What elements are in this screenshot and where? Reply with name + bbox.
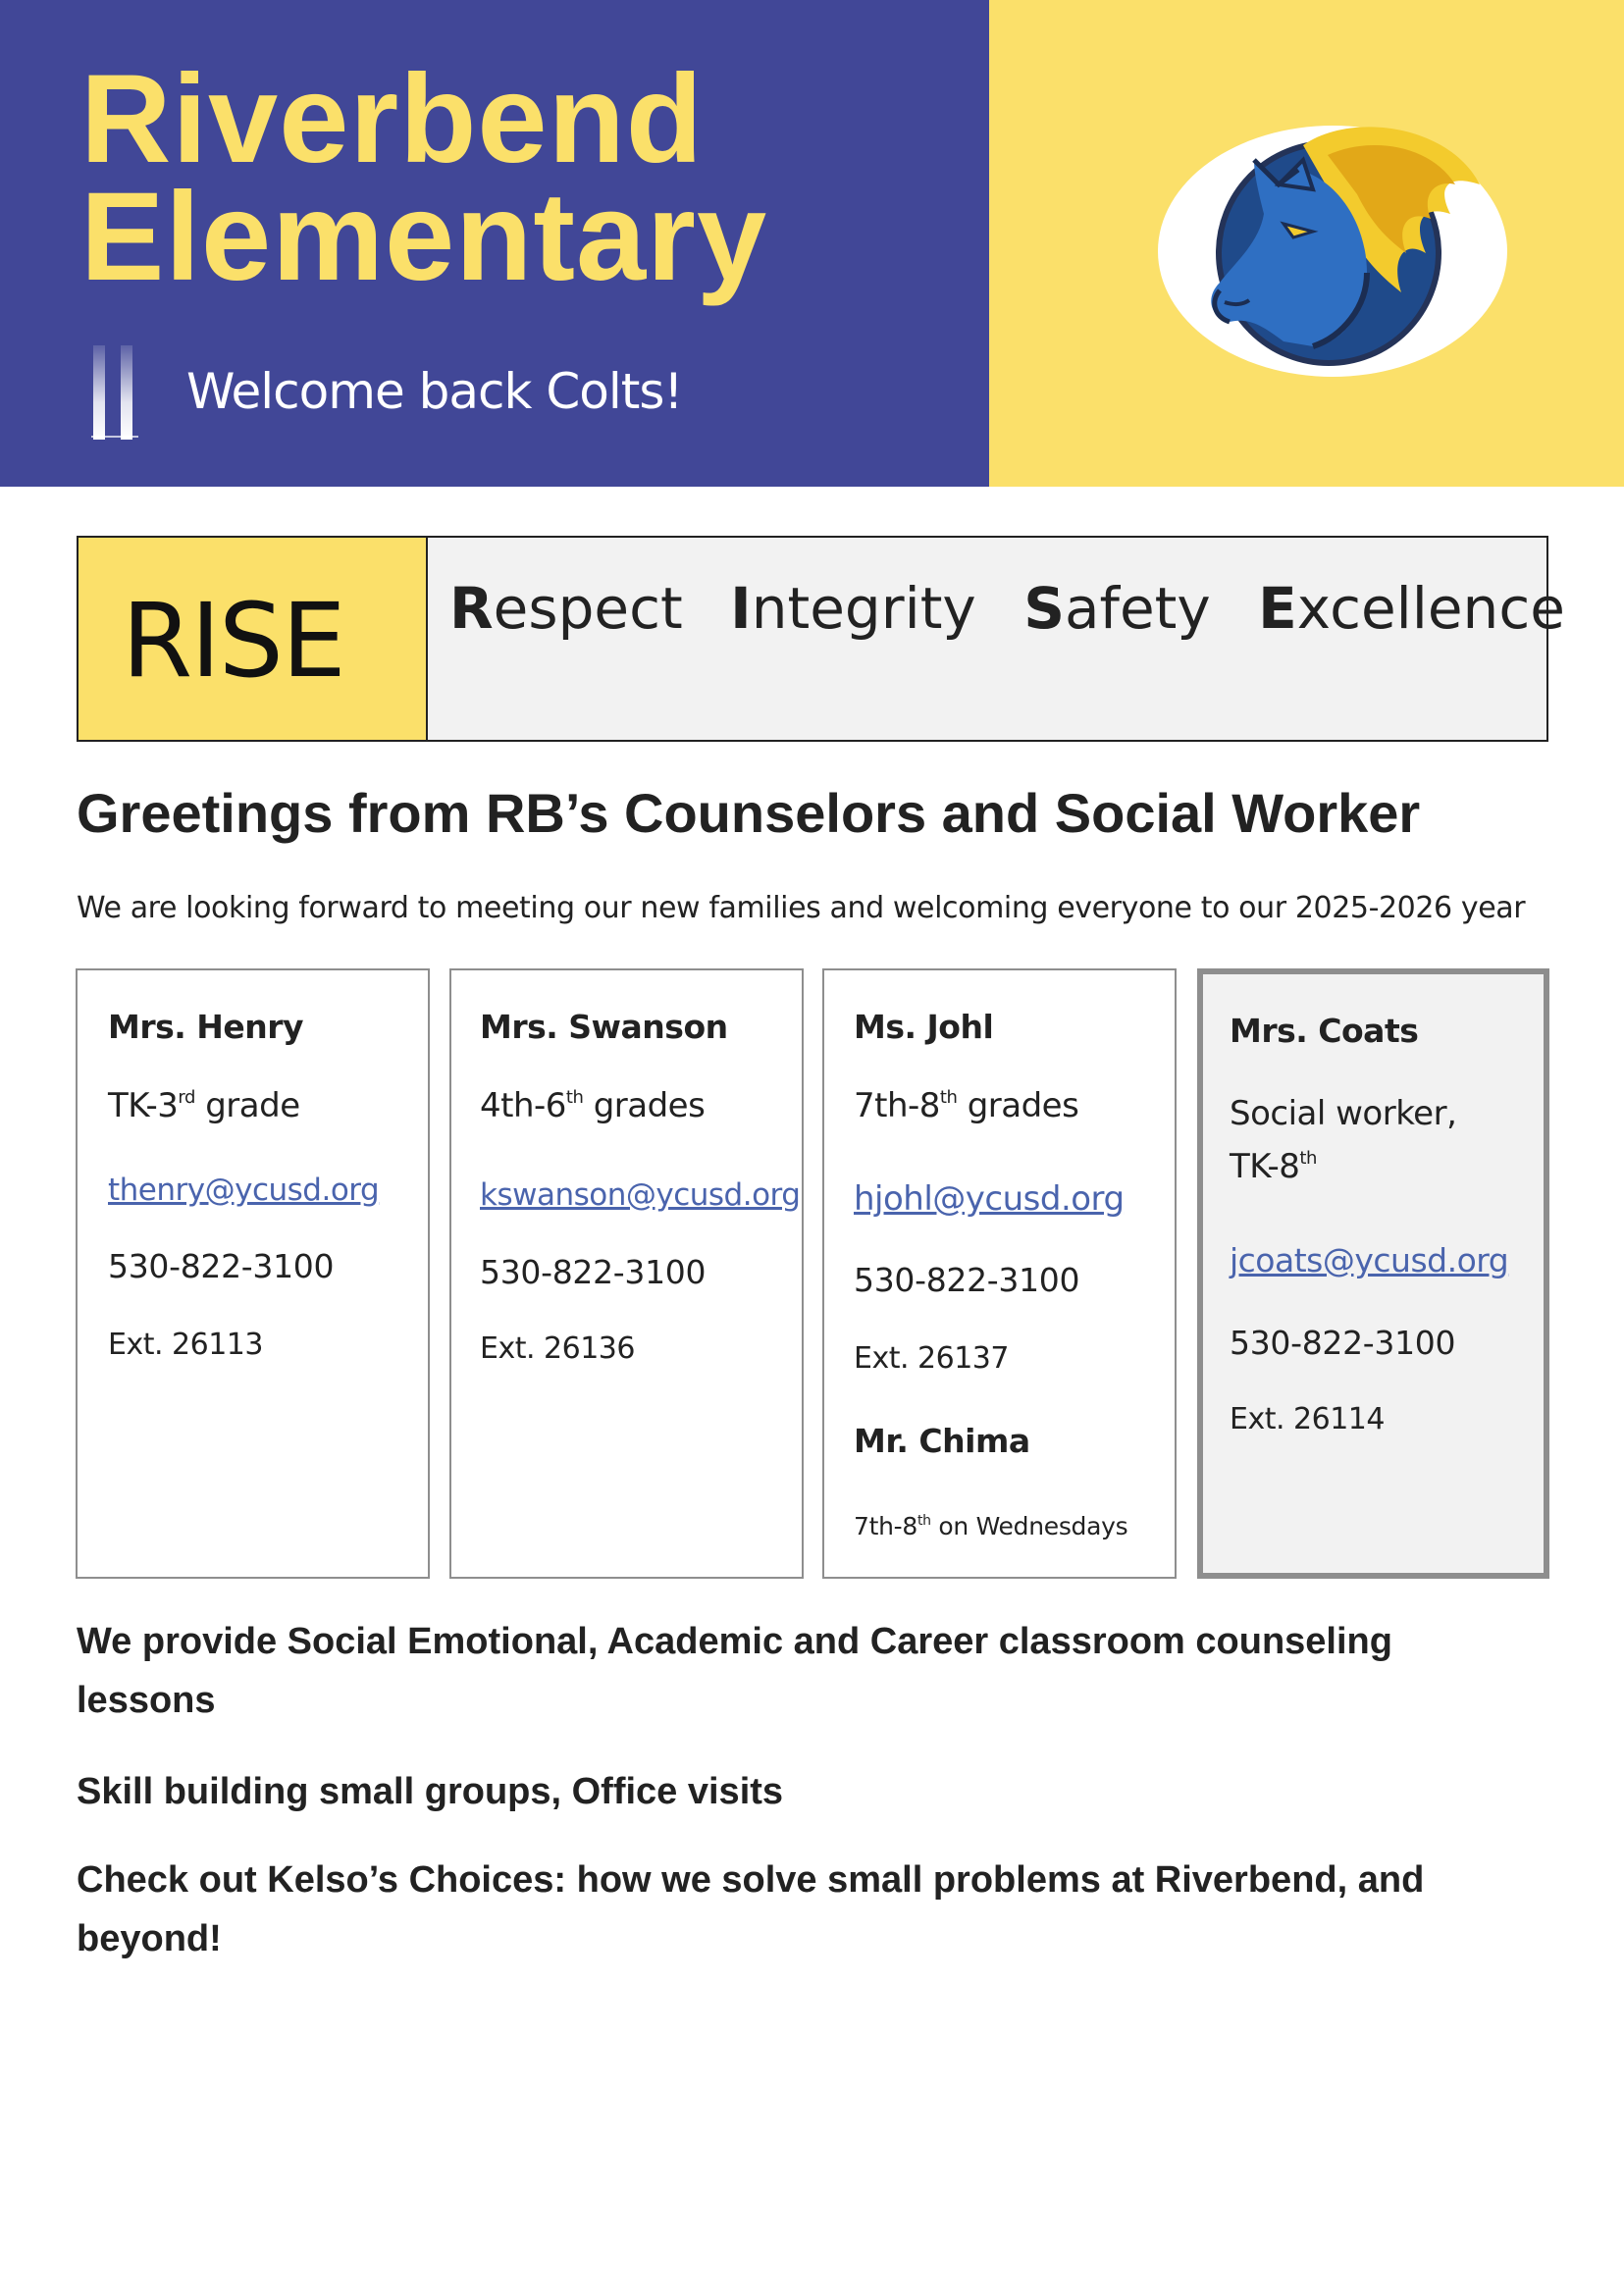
grade-superscript: rd [178, 1087, 195, 1108]
school-name [80, 49, 768, 307]
schedule-superscript: th [917, 1513, 931, 1529]
counselor-schedule-note [854, 1512, 1127, 1540]
value-integrity [730, 575, 976, 642]
header-navy-panel [0, 0, 989, 487]
value-initial: E [1258, 575, 1297, 642]
value-rest: espect [493, 575, 683, 642]
counselor-name: Ms. Johl [854, 1008, 994, 1046]
counselor-email-link[interactable]: kswanson@ycusd.org [480, 1177, 801, 1213]
grade-suffix: grades [583, 1086, 706, 1125]
counselor-card-swanson [449, 968, 804, 1579]
colt-mascot-logo [1156, 116, 1509, 381]
value-safety [1023, 575, 1211, 642]
rise-acronym: RISE [122, 581, 344, 701]
counselor-name: Mrs. Henry [108, 1008, 304, 1046]
grade-suffix: grades [957, 1086, 1079, 1125]
social-worker-card-coats [1197, 968, 1549, 1579]
value-initial: I [730, 575, 752, 642]
grade-superscript: th [939, 1087, 958, 1108]
school-name-line1: Riverbend [80, 49, 704, 189]
counselor-email-link[interactable]: thenry@ycusd.org [108, 1173, 380, 1208]
counselor-email-link[interactable]: hjohl@ycusd.org [854, 1179, 1125, 1219]
grade-suffix: grade [194, 1086, 300, 1125]
grade-prefix: 4th-6 [480, 1086, 566, 1125]
counselor-phone: 530-822-3100 [108, 1247, 335, 1285]
counselor-grades [854, 1086, 1078, 1125]
welcome-message: Welcome back Colts! [186, 363, 683, 420]
value-excellence [1258, 575, 1565, 642]
value-rest: afety [1064, 575, 1211, 642]
counselor-phone: 530-822-3100 [854, 1261, 1080, 1299]
counselor-name-secondary: Mr. Chima [854, 1422, 1030, 1460]
vertical-bars-icon [91, 345, 145, 440]
counselor-grades [480, 1086, 705, 1125]
schedule-suffix: on Wednesdays [930, 1512, 1128, 1540]
counselor-card-johl [822, 968, 1177, 1579]
social-worker-grades [1230, 1147, 1317, 1186]
greeting-subtitle: We are looking forward to meeting our new families and welcoming everyone to our 2025-2026 year [77, 891, 1526, 925]
counselor-name: Mrs. Swanson [480, 1008, 728, 1046]
groups-paragraph: Skill building small groups, Office visits [77, 1771, 784, 1812]
header-banner [0, 0, 1624, 487]
counselor-card-henry [76, 968, 430, 1579]
grade-prefix: 7th-8 [854, 1086, 940, 1125]
value-initial: R [449, 575, 494, 642]
counselor-extension: Ext. 26114 [1230, 1402, 1385, 1436]
grade-superscript: th [565, 1087, 584, 1108]
counselor-phone: 530-822-3100 [480, 1253, 707, 1291]
social-worker-role: Social worker, [1230, 1094, 1457, 1133]
kelsos-choices-paragraph: Check out Kelso’s Choices: how we solve small problems at Riverbend, and beyond! [77, 1859, 1425, 1959]
value-initial: S [1023, 575, 1065, 642]
value-respect [449, 575, 683, 642]
school-name-line2: Elementary [80, 167, 768, 307]
counselor-phone: 530-822-3100 [1230, 1324, 1456, 1362]
counselor-extension: Ext. 26113 [108, 1328, 263, 1362]
rise-values-box [77, 536, 1565, 742]
counselor-extension: Ext. 26137 [854, 1341, 1009, 1376]
counselor-email-link[interactable]: jcoats@ycusd.org [1230, 1241, 1509, 1279]
value-rest: ntegrity [751, 575, 976, 642]
services-paragraph: We provide Social Emotional, Academic and Career classroom counseling lessons [77, 1621, 1392, 1721]
counselor-name: Mrs. Coats [1230, 1012, 1419, 1050]
rise-tag [79, 538, 428, 740]
schedule-prefix: 7th-8 [854, 1512, 917, 1540]
rise-values-words [449, 575, 1565, 642]
value-rest: xcellence [1296, 575, 1565, 642]
counselor-grades [108, 1086, 300, 1125]
grade-prefix: TK-8 [1230, 1147, 1300, 1186]
counselor-extension: Ext. 26136 [480, 1331, 635, 1366]
greeting-title: Greetings from RB’s Counselors and Social Worker [77, 782, 1421, 844]
grade-superscript: th [1299, 1148, 1317, 1169]
grade-prefix: TK-3 [108, 1086, 179, 1125]
